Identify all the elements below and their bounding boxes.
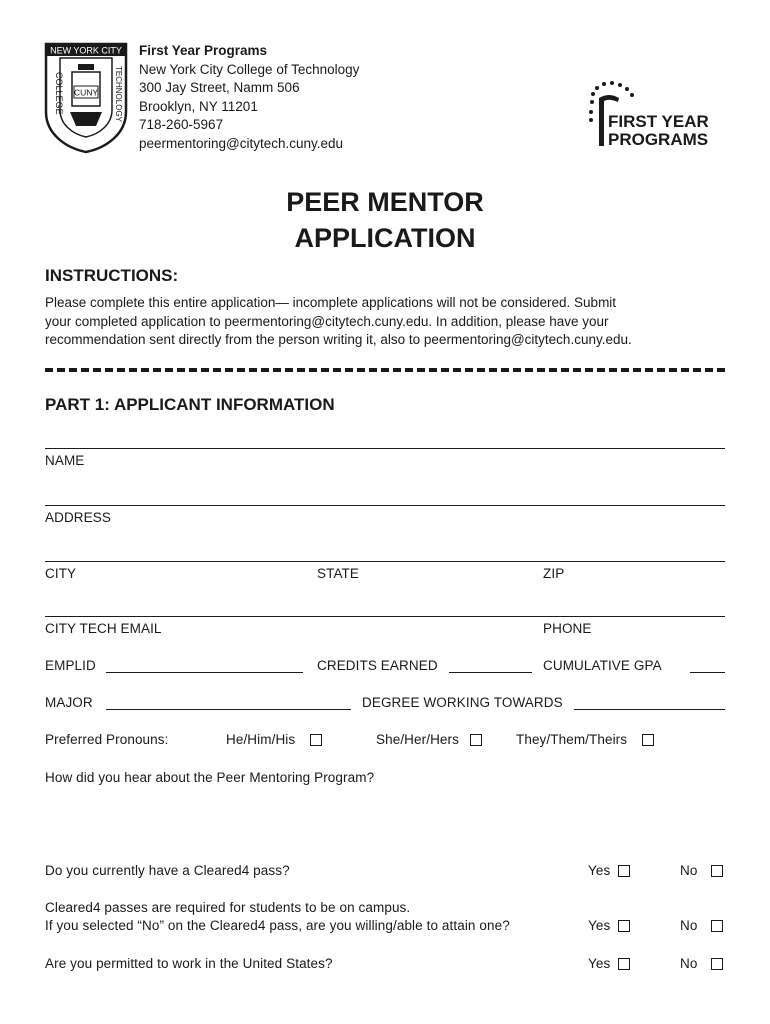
degree-field[interactable] <box>574 709 725 710</box>
work-yes-checkbox[interactable] <box>618 958 630 970</box>
attain-no-label: No <box>680 918 698 933</box>
city-state-zip-line[interactable] <box>45 561 725 562</box>
address-line-2: 300 Jay Street, Namm 506 <box>139 80 300 96</box>
email-label: CITY TECH EMAIL <box>45 621 162 636</box>
org-name: First Year Programs <box>139 43 268 58</box>
credits-field[interactable] <box>449 672 532 673</box>
work-no-label: No <box>680 956 698 971</box>
pronouns-label: Preferred Pronouns: <box>45 732 169 747</box>
part1-heading: PART 1: APPLICANT INFORMATION <box>45 395 335 414</box>
attain-no-checkbox[interactable] <box>711 920 723 932</box>
work-no-checkbox[interactable] <box>711 958 723 970</box>
cleared4-note: Cleared4 passes are required for students to be on campus. <box>45 900 411 915</box>
cleared4-no-checkbox[interactable] <box>711 865 723 877</box>
name-line[interactable] <box>45 448 725 449</box>
title-line-1: PEER MENTOR <box>286 187 484 217</box>
page-title <box>0 184 770 256</box>
cleared4-no-label: No <box>680 863 698 878</box>
city-tech-seal-logo <box>44 42 128 154</box>
instructions-line-3: recommendation sent directly from the person writing it, also to peermentoring@citytech.cuny.edu. <box>45 332 632 348</box>
name-label: NAME <box>45 453 85 468</box>
address-line[interactable] <box>45 505 725 506</box>
attain-yes-checkbox[interactable] <box>618 920 630 932</box>
major-field[interactable] <box>106 709 351 710</box>
city-label: CITY <box>45 566 77 581</box>
attain-question: If you selected “No” on the Cleared4 pass, are you willing/able to attain one? <box>45 918 510 933</box>
email-phone-line[interactable] <box>45 616 725 617</box>
hear-question: How did you hear about the Peer Mentoring Program? <box>45 770 375 785</box>
zip-label: ZIP <box>543 566 565 581</box>
instructions-line-1: Please complete this entire application— incomplete applications will not be considered. Submit <box>45 295 617 310</box>
first-year-programs-logo <box>585 80 725 150</box>
section-divider <box>45 368 725 372</box>
work-permit-question: Are you permitted to work in the United States? <box>45 956 333 971</box>
seal-top-text: NEW YORK CITY <box>50 45 122 56</box>
logo-line-1: FIRST YEAR <box>608 112 709 131</box>
address-label: ADDRESS <box>45 510 111 525</box>
phone-number: 718-260-5967 <box>139 117 224 133</box>
phone-label: PHONE <box>543 621 592 636</box>
contact-email: peermentoring@citytech.cuny.edu <box>139 135 344 151</box>
attain-yes-label: Yes <box>588 918 611 933</box>
major-label: MAJOR <box>45 695 93 710</box>
gpa-field[interactable] <box>690 672 725 673</box>
address-line-1: New York City College of Technology <box>139 61 360 77</box>
degree-label: DEGREE WORKING TOWARDS <box>362 695 563 710</box>
pronoun-he-checkbox[interactable] <box>310 734 322 746</box>
cleared4-question: Do you currently have a Cleared4 pass? <box>45 863 290 878</box>
seal-right-text: TECHNOLOGY <box>114 66 123 123</box>
instructions-line-2: your completed application to peermentoring@citytech.cuny.edu. In addition, please have your <box>45 313 609 329</box>
pronoun-they-checkbox[interactable] <box>642 734 654 746</box>
seal-left-text: COLLEGE <box>54 72 64 115</box>
state-label: STATE <box>317 566 360 581</box>
title-line-2: APPLICATION <box>294 223 476 253</box>
pronoun-she-checkbox[interactable] <box>470 734 482 746</box>
address-line-3: Brooklyn, NY 11201 <box>139 98 258 114</box>
emplid-label: EMPLID <box>45 658 96 673</box>
cleared4-yes-checkbox[interactable] <box>618 865 630 877</box>
pronoun-option-they: They/Them/Theirs <box>516 732 628 747</box>
cleared4-yes-label: Yes <box>588 863 611 878</box>
credits-label: CREDITS EARNED <box>317 658 438 673</box>
instructions-heading: INSTRUCTIONS: <box>45 266 179 285</box>
logo-line-2: PROGRAMS <box>608 130 709 149</box>
pronoun-option-he: He/Him/His <box>226 732 296 747</box>
hear-answer-area[interactable] <box>45 790 725 840</box>
pronoun-option-she: She/Her/Hers <box>376 732 459 747</box>
gpa-label: CUMULATIVE GPA <box>543 658 662 673</box>
work-yes-label: Yes <box>588 956 611 971</box>
seal-center-text: CUNY <box>73 87 99 98</box>
contact-block <box>139 42 359 154</box>
instructions-text <box>45 294 735 350</box>
emplid-field[interactable] <box>106 672 303 673</box>
